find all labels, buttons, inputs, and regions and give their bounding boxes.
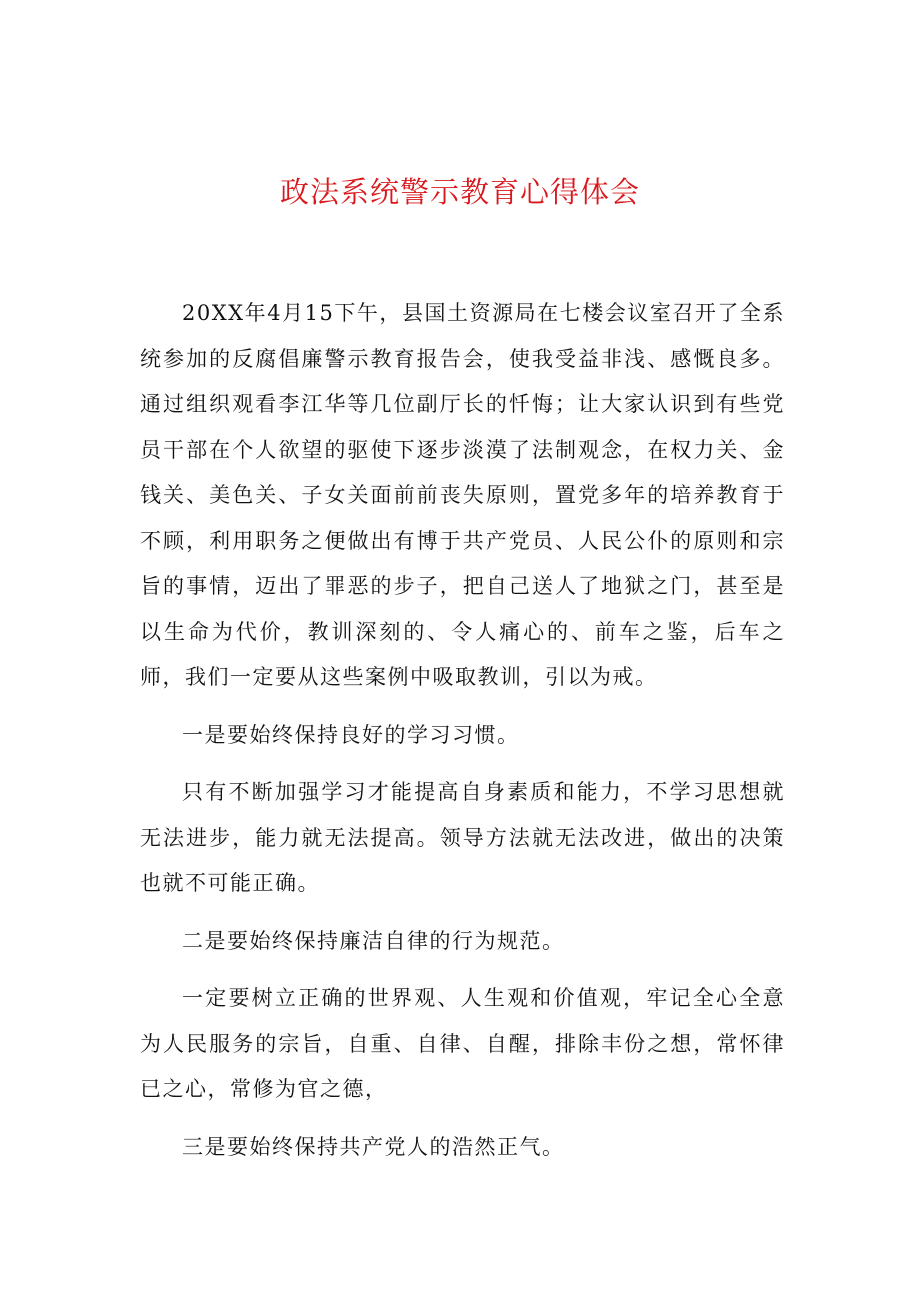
point-two-heading: 二是要始终保持廉洁自律的行为规范。 xyxy=(182,928,565,953)
document-title: 政法系统警示教育心得体会 xyxy=(279,175,640,209)
paragraph-intro: 20XX年4月15下午，县国土资源局在七楼会议室召开了全系统参加的反腐倡廉警示教育报告会，使我受益非浅、感慨良多。通过组织观看李江华等几位副厅长的忏悔；让大家认识到有些党员干部在个人欲望的驱使下逐步淡漠了法制观念，在权力关、金钱关、美色关、子女关面前前丧失原则，置党多年的培养教育于不顾，利用职务之便做出有博于共产党员、人民公仆的原则和宗旨的事情，迈出了罪恶的步子，把自己送人了地狱之门，甚至是以生命为代价，教训深刻的、令人痛心的、前车之鉴，后车之师，我们一定要从这些案例中吸取教训，引以为戒。 xyxy=(140,301,785,689)
point-one-heading: 一是要始终保持良好的学习习惯。 xyxy=(182,722,520,747)
point-one-body: 只有不断加强学习才能提高自身素质和能力，不学习思想就无法进步，能力就无法提高。领导方法就无法改进，做出的决策也就不可能正确。 xyxy=(140,780,785,895)
document-body xyxy=(140,291,785,1182)
point-two-body: 一定要树立正确的世界观、人生观和价值观，牢记全心全意为人民服务的宗旨，自重、自律、自醒，排除丰份之想，常怀律已之心，常修为官之德， xyxy=(140,986,785,1101)
point-three-heading: 三是要始终保持共产党人的浩然正气。 xyxy=(182,1134,565,1159)
